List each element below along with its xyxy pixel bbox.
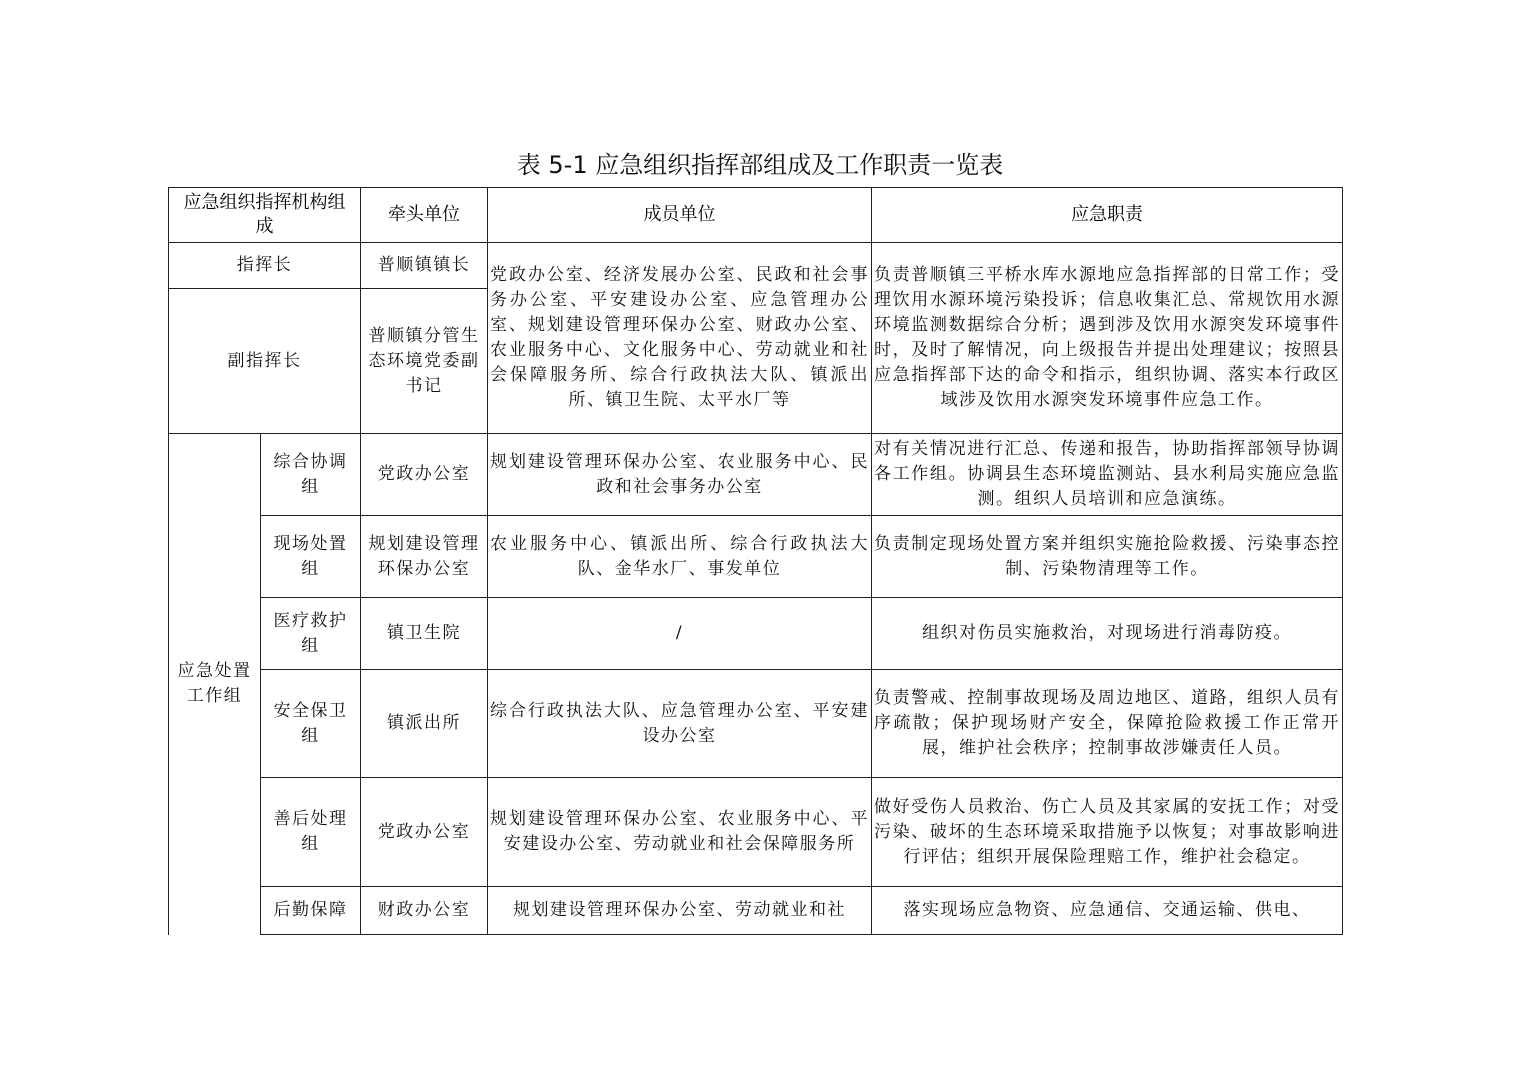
group-members: 综合行政执法大队、应急管理办公室、平安建设办公室 [488,670,872,778]
group-duty: 对有关情况进行汇总、传递和报告，协助指挥部领导协调各工作组。协调县生态环境监测站、县水利局实施应急监测。组织人员培训和应急演练。 [872,434,1343,516]
header-members: 成员单位 [488,188,872,243]
group-duty: 负责制定现场处置方案并组织实施抢险救援、污染事态控制、污染物清理等工作。 [872,516,1343,598]
page-title: 表 5-1 应急组织指挥部组成及工作职责一览表 [516,151,1004,179]
deputy-role: 副指挥长 [169,289,361,434]
group-lead: 党政办公室 [361,434,488,516]
deputy-lead: 普顺镇分管生态环境党委副书记 [361,289,488,434]
group-lead: 党政办公室 [361,778,488,887]
duty-table [168,187,1343,935]
group-lead: 财政办公室 [361,887,488,935]
group-duty: 做好受伤人员救治、伤亡人员及其家属的安抚工作；对受污染、破坏的生态环境采取措施予以恢复；对事故影响进行评估；组织开展保险理赔工作，维护社会稳定。 [872,778,1343,887]
group-name: 善后处理组 [261,778,361,887]
group-lead: 镇派出所 [361,670,488,778]
group-name: 现场处置组 [261,516,361,598]
header-row [169,188,1343,243]
table-row [169,887,1343,935]
header-lead: 牵头单位 [361,188,488,243]
header-org: 应急组织指挥机构组成 [169,188,361,243]
group-name: 后勤保障 [261,887,361,935]
group-duty: 负责警戒、控制事故现场及周边地区、道路，组织人员有序疏散；保护现场财产安全，保障抢险救援工作正常开展，维护社会秩序；控制事故涉嫌责任人员。 [872,670,1343,778]
group-duty: 落实现场应急物资、应急通信、交通运输、供电、 [872,887,1343,935]
table-row [169,516,1343,598]
group-duty: 组织对伤员实施救治，对现场进行消毒防疫。 [872,598,1343,670]
header-duty: 应急职责 [872,188,1343,243]
command-members: 党政办公室、经济发展办公室、民政和社会事务办公室、平安建设办公室、应急管理办公室、规划建设管理环保办公室、财政办公室、农业服务中心、文化服务中心、劳动就业和社会保障服务所、综合行政执法大队、镇派出所、镇卫生院、太平水厂等 [488,243,872,434]
table-row [169,778,1343,887]
table-row [169,434,1343,516]
group-members: 农业服务中心、镇派出所、综合行政执法大队、金华水厂、事发单位 [488,516,872,598]
group-members: 规划建设管理环保办公室、劳动就业和社 [488,887,872,935]
commander-role: 指挥长 [169,243,361,289]
group-lead: 规划建设管理环保办公室 [361,516,488,598]
commander-lead: 普顺镇镇长 [361,243,488,289]
command-duty: 负责普顺镇三平桥水库水源地应急指挥部的日常工作；受理饮用水源环境污染投诉；信息收集汇总、常规饮用水源环境监测数据综合分析；遇到涉及饮用水源突发环境事件时，及时了解情况，向上级报告并提出处理建议；按照县应急指挥部下达的命令和指示，组织协调、落实本行政区域涉及饮用水源突发环境事件应急工作。 [872,243,1343,434]
group-label: 应急处置工作组 [169,434,261,935]
table-row [169,598,1343,670]
group-members: / [488,598,872,670]
group-members: 规划建设管理环保办公室、农业服务中心、民政和社会事务办公室 [488,434,872,516]
group-name: 安全保卫组 [261,670,361,778]
group-name: 综合协调组 [261,434,361,516]
table-row [169,243,1343,289]
group-lead: 镇卫生院 [361,598,488,670]
group-members: 规划建设管理环保办公室、农业服务中心、平安建设办公室、劳动就业和社会保障服务所 [488,778,872,887]
group-name: 医疗救护组 [261,598,361,670]
table-row [169,670,1343,778]
